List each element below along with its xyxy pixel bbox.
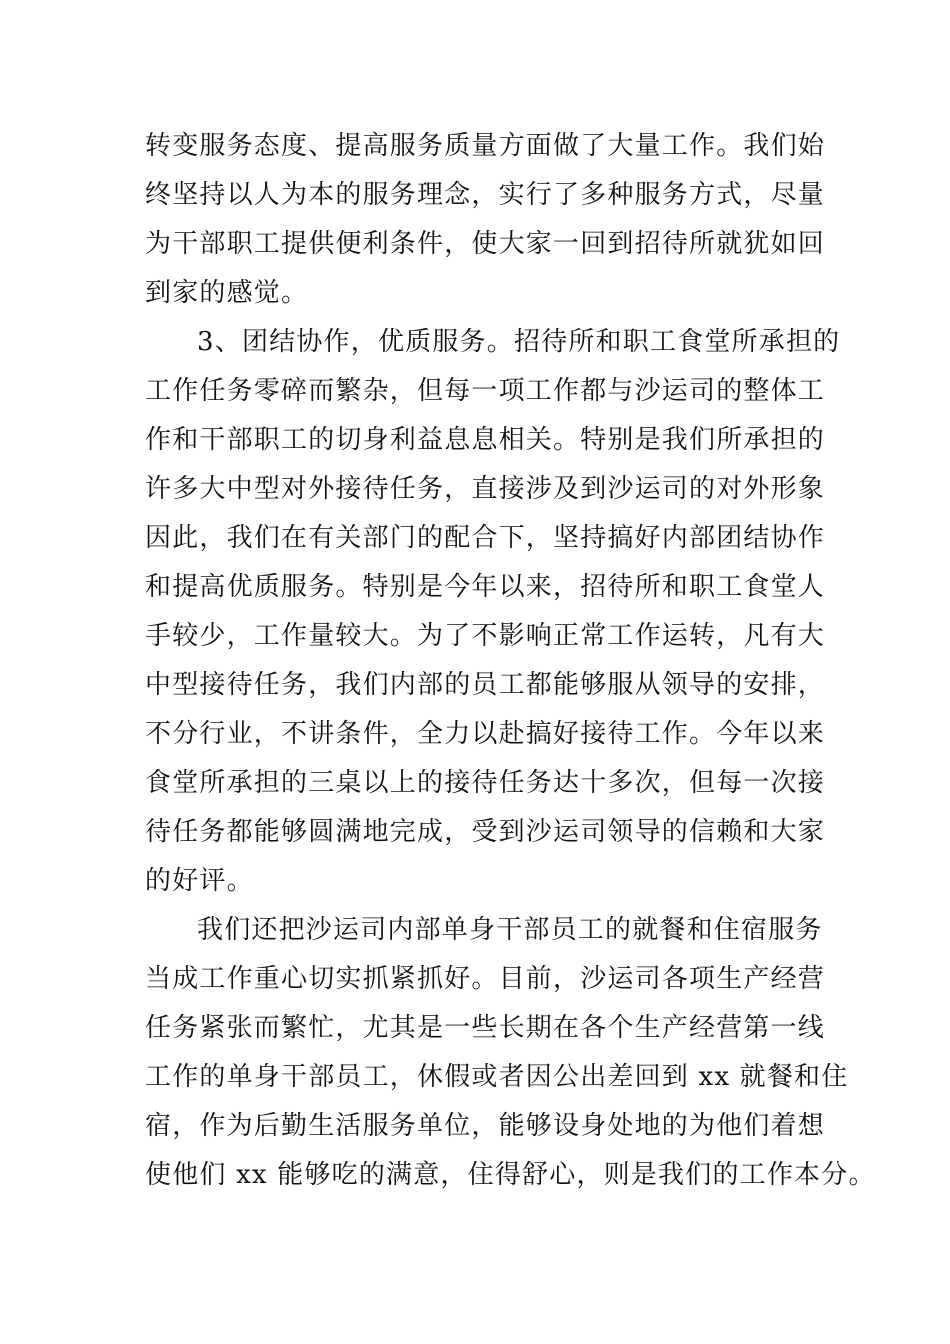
text-line: 为干部职工提供便利条件，使大家一回到招待所就犹如回 [145, 229, 826, 259]
text-line: 转变服务态度、提高服务质量方面做了大量工作。我们始 [145, 131, 826, 161]
text-line: 的好评。 [145, 866, 254, 896]
text-line: 不分行业，不讲条件，全力以赴搞好接待工作。今年以来 [145, 719, 826, 749]
text-line: 许多大中型对外接待任务，直接涉及到沙运司的对外形象 [145, 474, 826, 504]
text-line: 待任务都能够圆满地完成，受到沙运司领导的信赖和大家 [145, 817, 826, 847]
text-line: 使他们 xx 能够吃的满意，住得舒心，则是我们的工作本分。 [145, 1160, 876, 1190]
text-line: 因此，我们在有关部门的配合下，坚持搞好内部团结协作 [145, 523, 826, 553]
text-line: 到家的感觉。 [145, 278, 309, 308]
text-line: 任务紧张而繁忙，尤其是一些长期在各个生产经营第一线 [145, 1013, 826, 1043]
text-line: 作和干部职工的切身利益息息相关。特别是我们所承担的 [145, 425, 826, 455]
text-line: 当成工作重心切实抓紧抓好。目前，沙运司各项生产经营 [145, 964, 826, 994]
text-line: 工作的单身干部员工，休假或者因公出差回到 xx 就餐和住 [145, 1062, 849, 1092]
text-line: 和提高优质服务。特别是今年以来，招待所和职工食堂人 [145, 572, 826, 602]
text-line: 食堂所承担的三桌以上的接待任务达十多次，但每一次接 [145, 768, 826, 798]
paragraph-start-line: 我们还把沙运司内部单身干部员工的就餐和住宿服务 [197, 915, 823, 945]
text-line: 手较少，工作量较大。为了不影响正常工作运转，凡有大 [145, 621, 826, 651]
paragraph-start-line: 3、团结协作，优质服务。招待所和职工食堂所承担的 [197, 327, 841, 357]
text-line: 终坚持以人为本的服务理念，实行了多种服务方式，尽量 [145, 180, 826, 210]
text-line: 宿，作为后勤生活服务单位，能够设身处地的为他们着想 [145, 1111, 826, 1141]
text-line: 工作任务零碎而繁杂，但每一项工作都与沙运司的整体工 [145, 376, 826, 406]
body-text [145, 122, 876, 1200]
text-line: 中型接待任务，我们内部的员工都能够服从领导的安排， [145, 670, 826, 700]
